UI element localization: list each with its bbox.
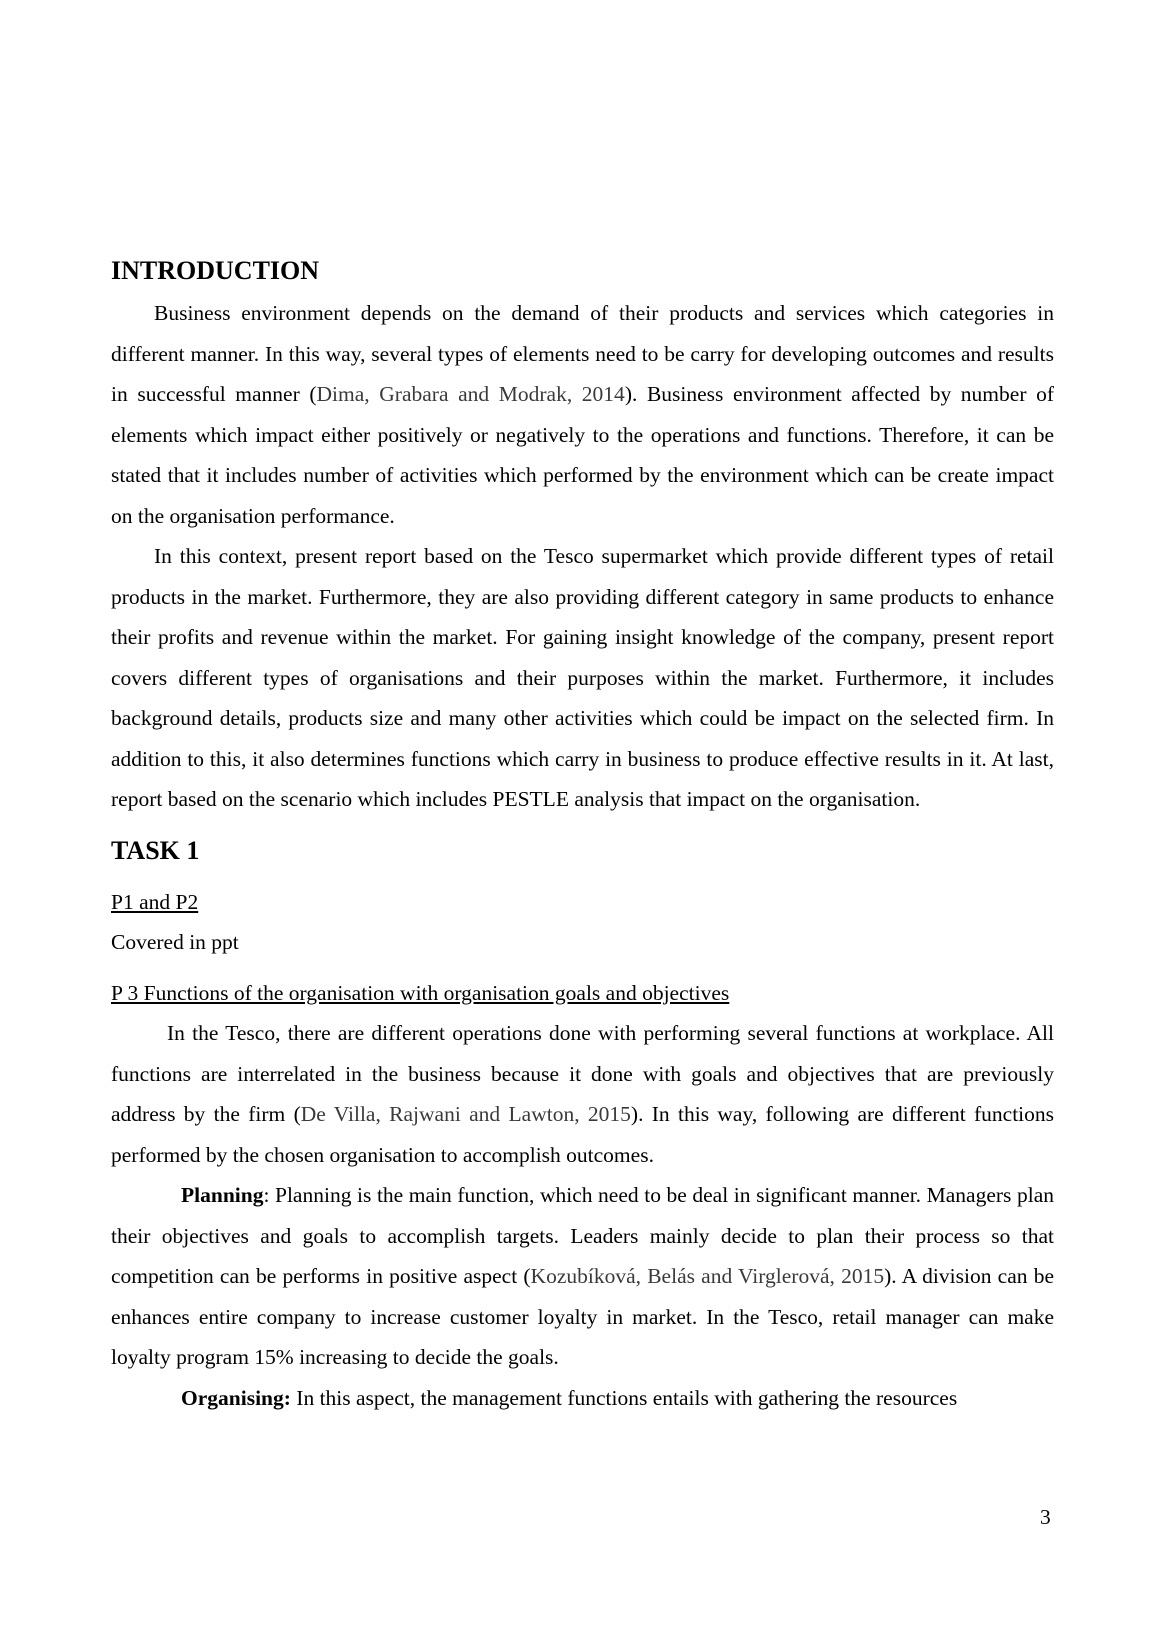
organising-label: Organising: xyxy=(181,1385,291,1410)
introduction-heading: INTRODUCTION xyxy=(111,256,320,285)
intro-p1-text: Business environment depends on the demand of their products and services which categories in different manner. In this way, several types of elements need to be carry for developing outcomes and results in successful manner ( xyxy=(111,301,1054,406)
page-number: 3 xyxy=(1040,1505,1051,1529)
p3-text: In the Tesco, there are different operations done with performing several functions at workplace. All functions are interrelated in the business because it done with goals and objectives that are previously address by the firm ( xyxy=(111,1021,1054,1126)
intro-paragraph-1 xyxy=(111,293,1054,536)
p3-text-end: ). In this way, following are different functions performed by the chosen organisation to accomplish outcomes. xyxy=(111,1102,1055,1167)
planning-text: : Planning is the main function, which need to be deal in significant manner. Managers plan their objectives and goals to accomplish targets. Leaders mainly decide to plan their process so that competition can be performs in positive aspect ( xyxy=(111,1183,1054,1288)
planning-paragraph xyxy=(111,1175,1054,1378)
citation: Kozubíková, Belás and Virglerová, 2015 xyxy=(530,1264,885,1288)
p3-paragraph xyxy=(111,1013,1054,1175)
document-page xyxy=(111,254,1054,1418)
p1-p2-text: Covered in ppt xyxy=(111,930,239,954)
p1-p2-subheading: P1 and P2 xyxy=(111,889,199,914)
organising-text: In this aspect, the management functions entails with gathering the resources xyxy=(290,1385,958,1410)
task-1-heading: TASK 1 xyxy=(111,835,200,865)
intro-p1-text-end: ). Business environment affected by number of elements which impact either positively or negatively to the operations and functions. Therefore, it can be stated that it includes number of activities which performed by the environment which can be create impact on the organisation performance. xyxy=(111,382,1055,528)
planning-text-end: ). A division can be enhances entire company to increase customer loyalty in market. In the Tesco, retail manager can make loyalty program 15% increasing to decide the goals. xyxy=(111,1264,1054,1369)
organising-paragraph xyxy=(111,1378,1054,1419)
planning-label: Planning xyxy=(181,1183,264,1207)
citation: De Villa, Rajwani and Lawton, 2015 xyxy=(300,1102,631,1126)
intro-paragraph-2: In this context, present report based on the Tesco supermarket which provide different types of retail products in the market. Furthermore, they are also providing different category in same products to enhance their profits and revenue within the market. For gaining insight knowledge of the company, present report covers different types of organisations and their purposes within the market. Furthermore, it includes background details, products size and many other activities which could be impact on the selected firm. In addition to this, it also determines functions which carry in business to produce effective results in it. At last, report based on the scenario which includes PESTLE analysis that impact on the organisation. xyxy=(111,544,1054,811)
citation: Dima, Grabara and Modrak, 2014 xyxy=(316,382,625,406)
p3-subheading: P 3 Functions of the organisation with organisation goals and objectives xyxy=(111,980,730,1005)
